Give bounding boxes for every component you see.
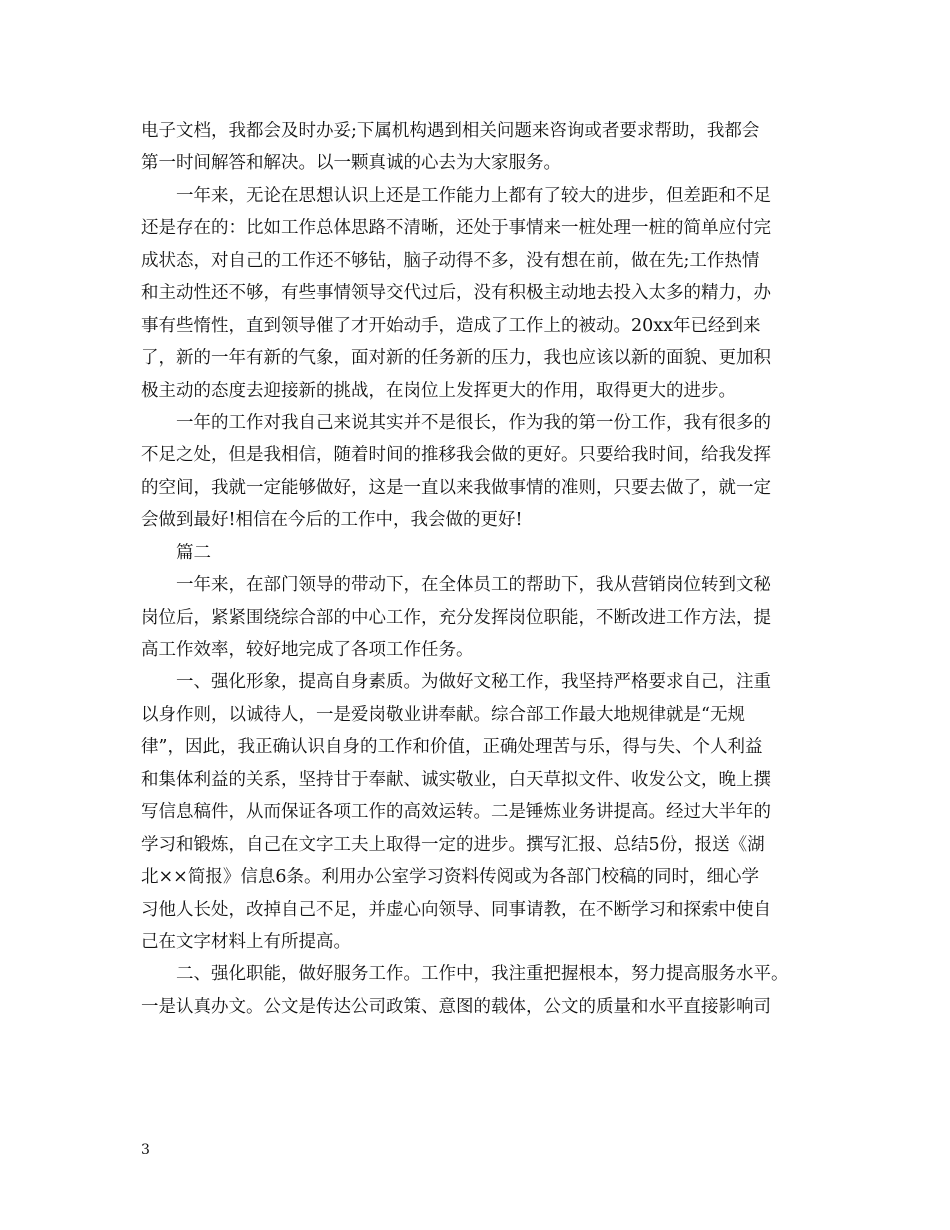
text-line: 北××简报》信息6条。利用办公室学习资料传阅或为各部门校稿的同时，细心学 [141,867,759,888]
text-line: 岗位后，紧紧围绕综合部的中心工作，充分发挥岗位职能，不断改进工作方法，提 [141,607,771,628]
text-line: 以身作则，以诚待人，一是爱岗敬业讲奉献。综合部工作最大地规律就是“无规 [141,704,745,725]
text-line: 了，新的一年有新的气象，面对新的任务新的压力，我也应该以新的面貌、更加积 [141,348,771,369]
text-line: 二、强化职能，做好服务工作。工作中，我注重把握根本，努力提高服务水平。 [176,964,789,985]
text-line: 己在文字材料上有所提高。 [141,931,351,952]
text-line: 电子文档，我都会及时办妥;下属机构遇到相关问题来咨询或者要求帮助，我都会 [141,121,760,141]
text-line: 一年来，无论在思想认识上还是工作能力上都有了较大的进步，但差距和不足 [176,185,771,206]
text-line: 不足之处，但是我相信，随着时间的推移我会做的更好。只要给我时间，给我发挥 [141,445,771,466]
text-line: 事有些惰性，直到领导催了才开始动手，造成了工作上的被动。20xx年已经到来 [141,315,761,336]
text-line: 一、强化形象，提高自身素质。为做好文秘工作，我坚持严格要求自己，注重 [176,672,771,693]
text-line: 还是存在的：比如工作总体思路不清晰，还处于事情来一桩处理一桩的简单应付完 [141,218,771,239]
text-line: 极主动的态度去迎接新的挑战，在岗位上发挥更大的作用，取得更大的进步。 [141,380,736,401]
text-line: 的空间，我就一定能够做好，这是一直以来我做事情的准则，只要去做了，就一定 [141,477,771,498]
text-line: 写信息稿件，从而保证各项工作的高效运转。二是锤炼业务讲提高。经过大半年的 [141,802,771,823]
page-number: 3 [141,1142,150,1158]
text-line: 一年来，在部门领导的带动下，在全体员工的帮助下，我从营销岗位转到文秘 [176,575,771,596]
text-line: 成状态，对自己的工作还不够钻，脑子动得不多，没有想在前，做在先;工作热情 [141,250,760,271]
text-line: 和主动性还不够，有些事情领导交代过后，没有积极主动地去投入太多的精力，办 [141,283,771,304]
document-body [141,115,813,1023]
text-line: 和集体利益的关系，坚持甘于奉献、诚实敬业，白天草拟文件、收发公文，晚上撰 [141,769,771,790]
text-line: 第一时间解答和解决。以一颗真诚的心去为大家服务。 [141,153,561,174]
text-line: 高工作效率，较好地完成了各项工作任务。 [141,640,474,660]
text-line: 一年的工作对我自己来说其实并不是很长，作为我的第一份工作，我有很多的 [176,412,771,433]
text-line: 律”，因此，我正确认识自身的工作和价值，正确处理苦与乐，得与失、个人利益 [141,737,763,758]
text-line: 一是认真办文。公文是传达公司政策、意图的载体，公文的质量和水平直接影响司 [141,996,771,1017]
text-line: 会做到最好!相信在今后的工作中，我会做的更好! [141,510,523,531]
text-line: 篇二 [176,542,211,563]
text-line: 学习和锻炼，自己在文字工夫上取得一定的进步。撰写汇报、总结5份，报送《湖 [141,834,765,855]
text-line: 习他人长处，改掉自己不足，并虚心向领导、同事请教，在不断学习和探索中使自 [141,899,771,920]
